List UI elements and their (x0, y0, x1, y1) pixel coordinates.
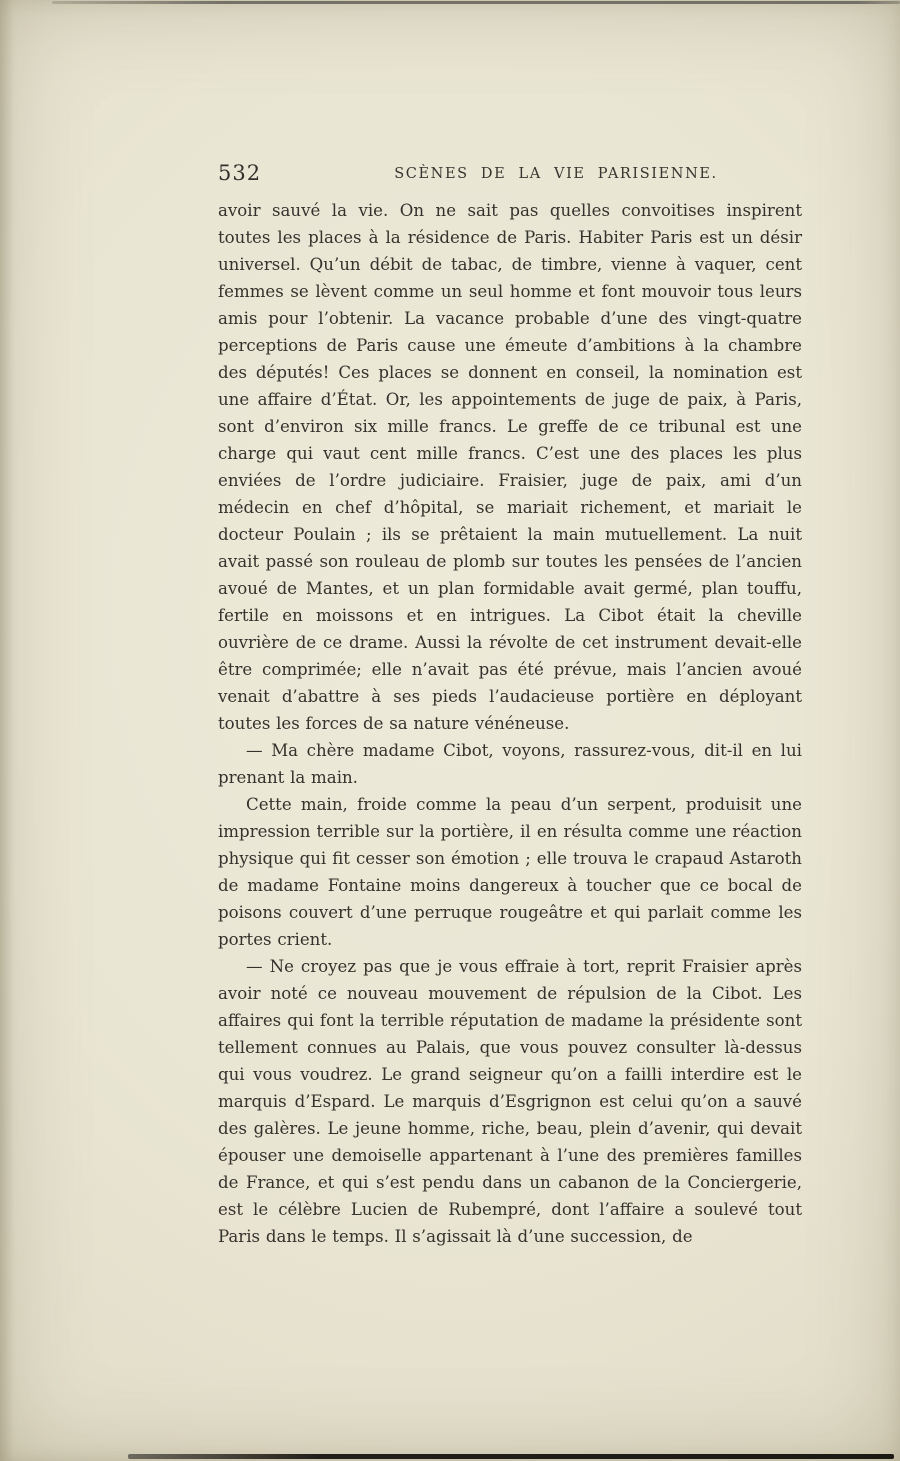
paragraph: Cette main, froide comme la peau d’un serpent, produisit une impression terrible sur la portière, il en résulta comme une réaction physique qui fit cesser son émotion ; elle trouva le crapaud Astaroth de madame Fontaine moins dangereux à toucher que ce bocal de poisons couvert d’une perruque rougeâtre et qui parlait comme les portes crient. (218, 795, 802, 949)
paragraph: — Ne croyez pas que je vous effraie à tort, reprit Fraisier après avoir noté ce nouveau mouvement de répulsion de la Cibot. Les affaires qui font la terrible réputation de madame la présidente sont tellement connues au Palais, que vous pouvez consulter là-dessus qui vous voudrez. Le grand seigneur qu’on a failli interdire est le marquis d’Espard. Le marquis d’Esgrignon est celui qu’on a sauvé des galères. Le jeune homme, riche, beau, plein d’avenir, qui devait épouser une demoiselle appartenant à l’une des premières familles de France, et qui s’est pendu dans un cabanon de la Conciergerie, est le célèbre Lucien de Rubempré, dont l’affaire a soulevé tout Paris dans le temps. Il s’agissait là d’une succession, de (218, 957, 802, 1246)
running-title: SCÈNES DE LA VIE PARISIENNE. (394, 166, 718, 182)
text-block (218, 197, 802, 1250)
page-header (218, 160, 802, 190)
paragraph: — Ma chère madame Cibot, voyons, rassurez-vous, dit-il en lui prenant la main. (218, 741, 802, 787)
page-number: 532 (218, 161, 262, 185)
scan-edge-bottom (128, 1454, 894, 1459)
scan-edge-left (0, 0, 14, 1461)
paragraph: avoir sauvé la vie. On ne sait pas quelles convoitises inspirent toutes les places à la résidence de Paris. Habiter Paris est un désir universel. Qu’un débit de tabac, de timbre, vienne à vaquer, cent femmes se lèvent comme un seul homme et font mouvoir tous leurs amis pour l’obtenir. La vacance probable d’une des vingt-quatre perceptions de Paris cause une émeute d’ambitions à la chambre des députés! Ces places se donnent en conseil, la nomination est une affaire d’État. Or, les appointements de juge de paix, à Paris, sont d’environ six mille francs. Le greffe de ce tribunal est une charge qui vaut cent mille francs. C’est une des places les plus enviées de l’ordre judiciaire. Fraisier, juge de paix, ami d’un médecin en chef d’hôpital, se mariait richement, et mariait le docteur Poulain ; ils se prêtaient la main mutuellement. La nuit avait passé son rouleau de plomb sur toutes les pensées de l’ancien avoué de Mantes, et un plan formidable avait germé, plan touffu, fertile en moissons et en intrigues. La Cibot était la cheville ouvrière de ce drame. Aussi la révolte de cet instrument devait-elle être comprimée; elle n’avait pas été prévue, mais l’ancien avoué venait d’abattre à ses pieds l’audacieuse portière en déployant toutes les forces de sa nature vénéneuse. (218, 201, 802, 733)
scan-edge-top (52, 1, 900, 4)
